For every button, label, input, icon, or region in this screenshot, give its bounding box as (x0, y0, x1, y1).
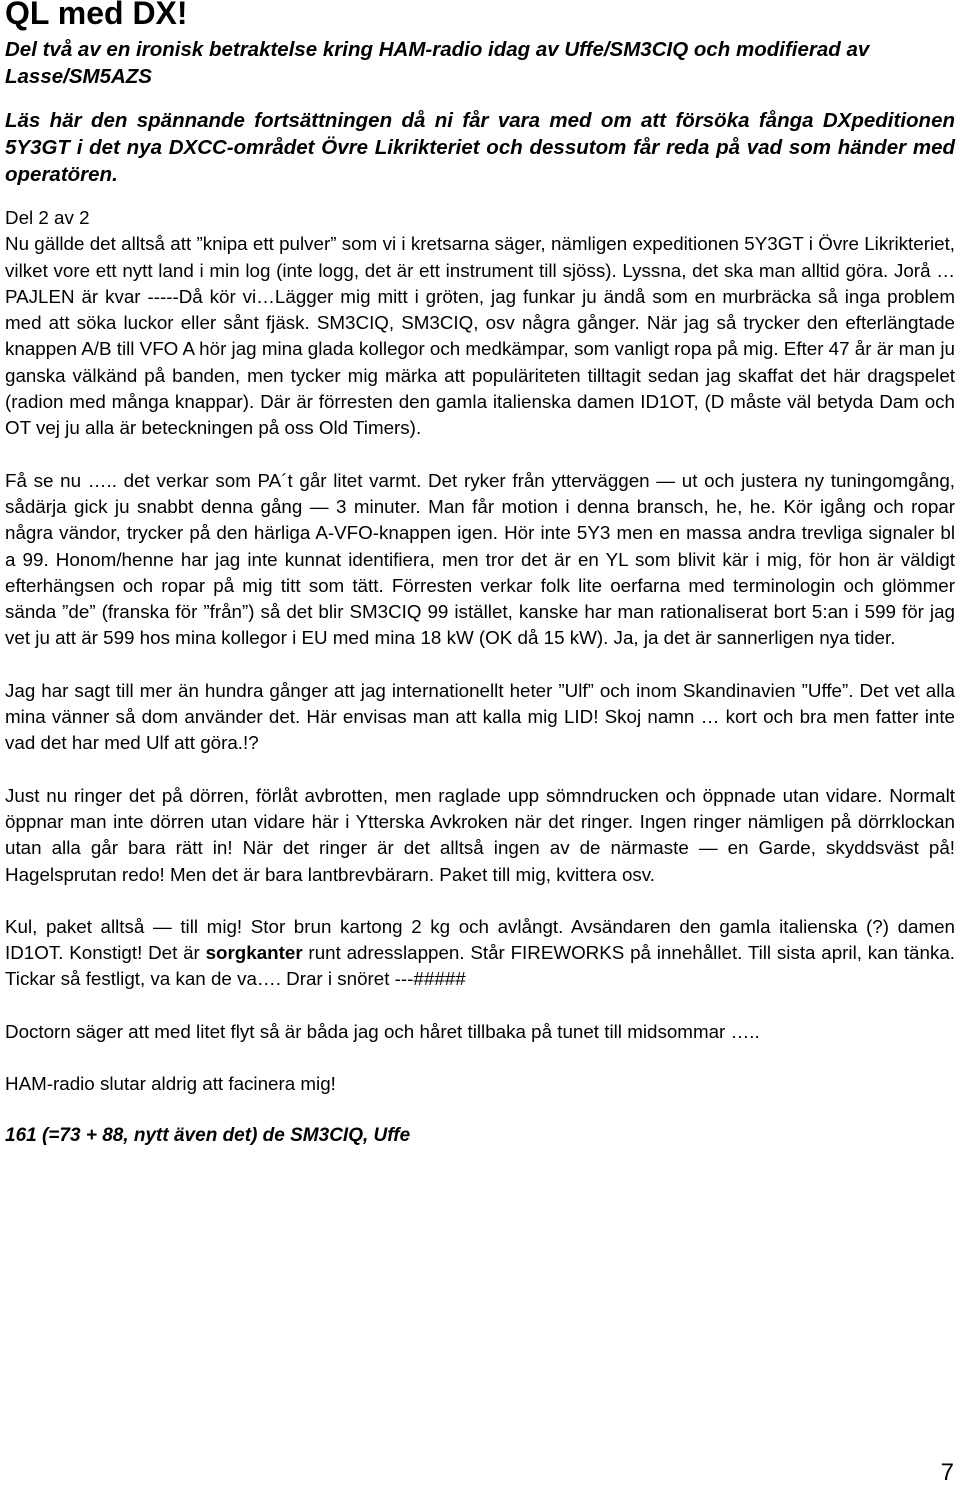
paragraph-2: Få se nu ….. det verkar som PA´t går litet varmt. Det ryker från ytterväggen — ut och justera ny tuningomgång, sådärja gick ju snabbt denna gång — 3 minuter. Man får motion i denna bransch, he, he. Kör igång och ropar några vändor, trycker på den härliga A-VFO-knappen igen. Hör inte 5Y3 men en massa andra trevliga signaler bl a 99. Honom/henne har jag inte kunnat identifiera, men tror det är en YL som blivit kär i mig, för hon är väldigt efterhängsen och ropar på mig titt som tätt. Förresten verkar folk lite oerfarna med terminologin och glömmer sända ”de” (franska för ”från”) så det blir SM3CIQ 99 istället, kanske har man rationaliserat bort 5:an i 599 för jag vet ju att är 599 hos mina kollegor i EU med mina 18 kW (OK då 15 kW). Ja, ja det är sannerligen nya tider. (5, 469, 955, 649)
page-title: QL med DX! (5, 0, 188, 31)
subtitle: Del två av en ironisk betraktelse kring HAM-radio idag av Uffe/SM3CIQ och modifierad av Lasse/SM5AZS (5, 38, 870, 88)
article-body (5, 205, 955, 1097)
paragraph-6: Doctorn säger att med litet flyt så är båda jag och håret tillbaka på tunet till midsommar ….. (5, 1020, 760, 1042)
part-label: Del 2 av 2 (5, 207, 90, 228)
signature: 161 (=73 + 88, nytt även det) de SM3CIQ, Uffe (5, 1125, 411, 1147)
paragraph-7: HAM-radio slutar aldrig att facinera mig! (5, 1073, 336, 1095)
paragraph-3: Jag har sagt till mer än hundra gånger att jag internationellt heter ”Ulf” och inom Skandinavien ”Uffe”. Det vet alla mina vänner så dom använder det. Här envisas man att kalla mig LID! Skoj namn … kort och bra men fatter inte vad det har med Ulf att göra.!? (5, 679, 955, 754)
paragraph-5 (5, 914, 955, 993)
intro-paragraph: Läs här den spännande fortsättningen då ni får vara med om att försöka fånga DXpeditionen 5Y3GT i det nya DXCC-området Övre Likrikteriet och dessutom får reda på vad som händer med operatören. (5, 109, 955, 186)
paragraph-5-text-before: Kul, paket alltså — till mig! Stor brun kartong 2 kg och avlångt. Avsändaren den gamla italienska (?) damen ID1OT. Konstigt! Det är (5, 915, 955, 964)
page-number: 7 (940, 1459, 954, 1486)
paragraph-1: Nu gällde det alltså att ”knipa ett pulver” som vi i kretsarna säger, nämligen expeditionen 5Y3GT i Övre Likrikteriet, vilket vore ett nytt land i min log (inte logg, det är ett instrument till sjöss). Lyssna, det ska man alltid göra. Jorå … PAJLEN är kvar -----Då kör vi…Lägger mig mitt i gröten, jag funkar ju ändå som en murbräcka så inga problem med att söka luckor eller sånt fjäsk. SM3CIQ, SM3CIQ, osv några gånger. När jag så trycker den efterlängtade knappen A/B till VFO A hör jag mina glada kollegor och medkämpar, som vanligt ropa på mig. Efter 47 år är man ju ganska välkänd på banden, men tycker mig märka att populäriteten tilltagit sedan jag skaffat det här dragspelet (radion med många knappar). Där är förresten den gamla italienska damen ID1OT, (D måste väl betyda Dam och OT vej ju alla är beteckningen på oss Old Timers). (5, 233, 955, 439)
document-page (5, 0, 955, 1149)
paragraph-5-bold-word: sorgkanter (205, 942, 303, 964)
paragraph-4: Just nu ringer det på dörren, förlåt avbrotten, men raglade upp sömndrucken och öppnade utan vidare. Normalt öppnar man inte dörren utan vidare här i Ytterska Avkroken när det ringer. Ingen ringer nämligen på dörrklockan utan alla går bara rätt in! När det ringer är det alltså ingen av de närmaste — en Garde, skyddsväst på! Hagelsprutan redo! Men det är bara lantbrevbärarn. Paket till mig, kvittera osv. (5, 784, 955, 885)
paragraph-5-text-after: runt adresslappen. Står FIREWORKS på innehållet. Till sista april, kan tänka. Tickar så festligt, va kan de va…. Drar i snöret ---##### (5, 942, 955, 990)
